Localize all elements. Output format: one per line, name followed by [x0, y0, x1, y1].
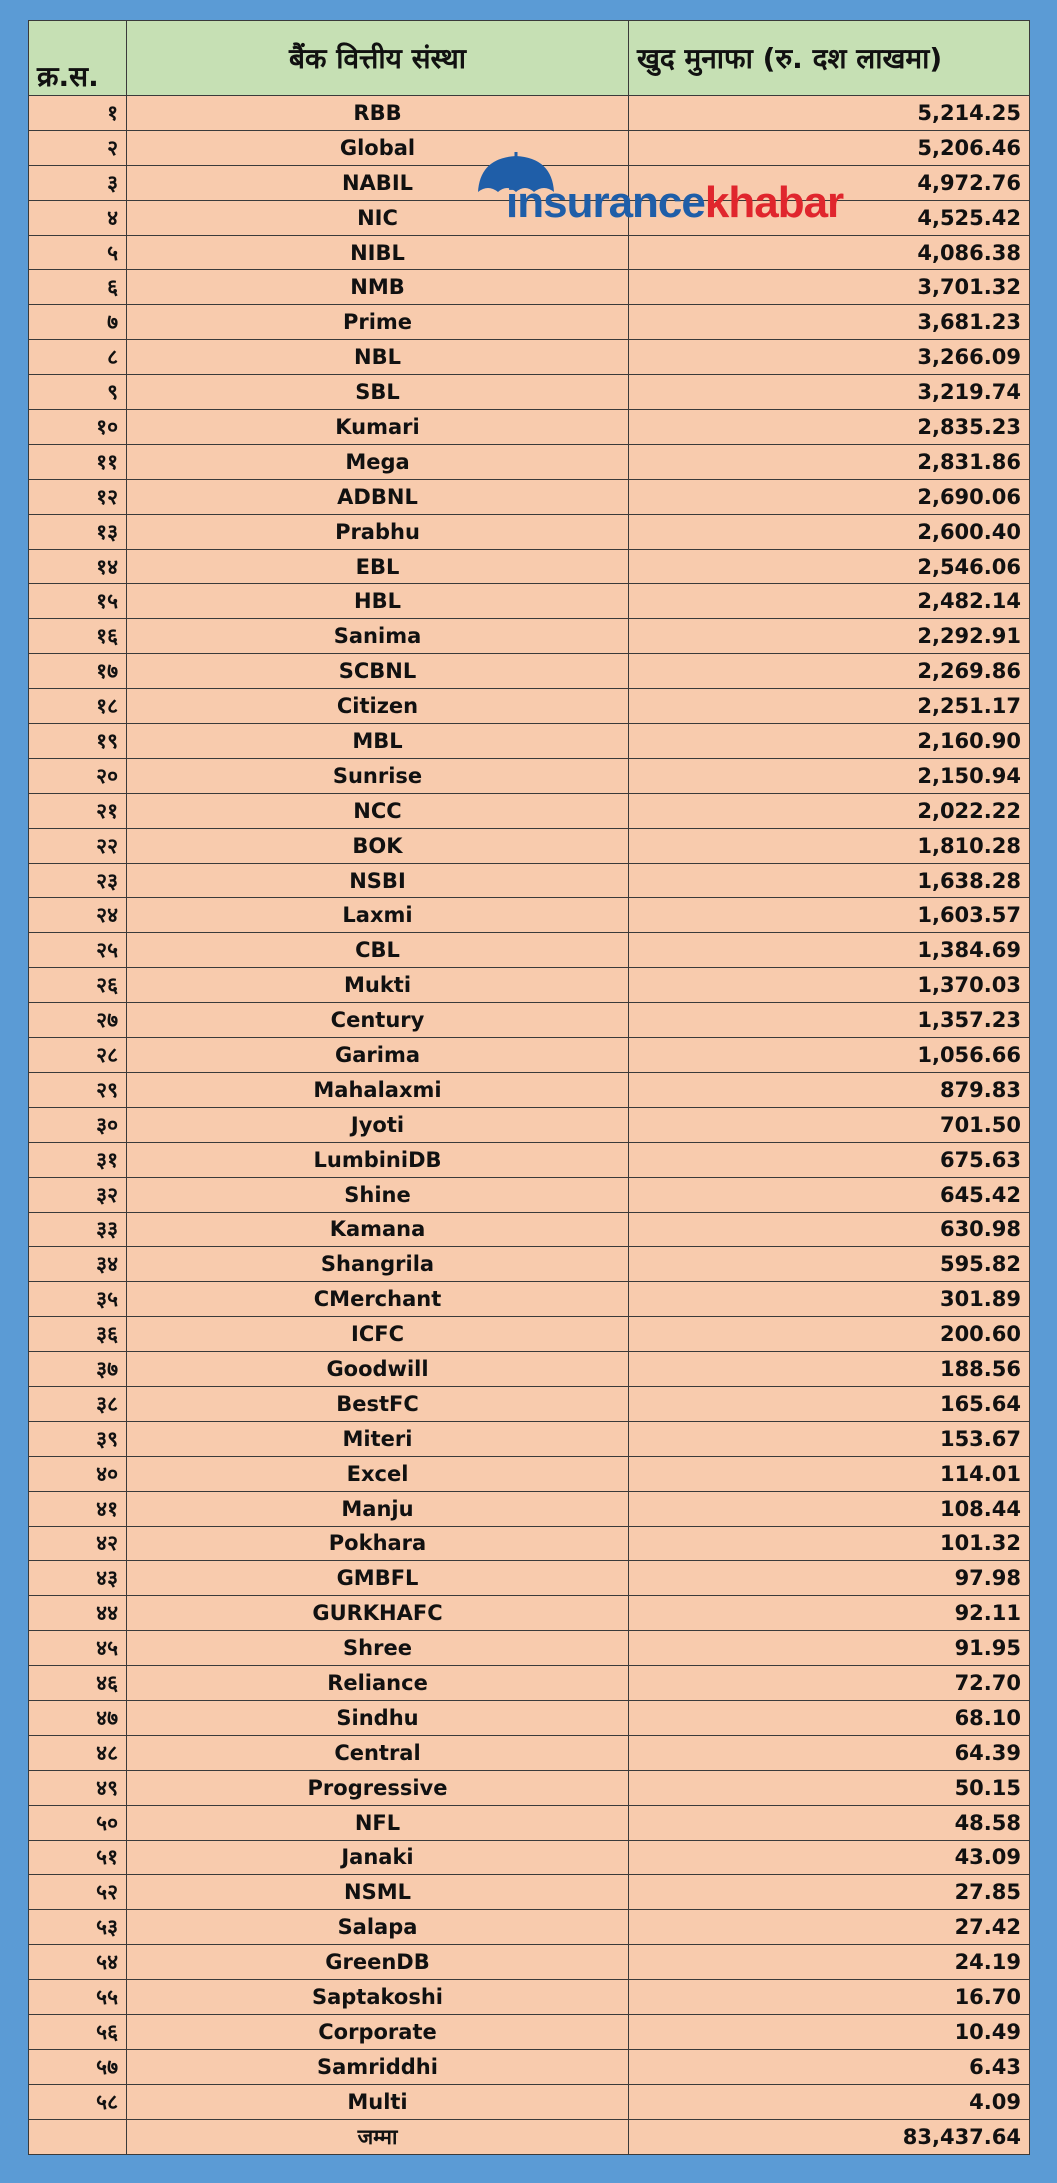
- serial-number-cell: ७: [29, 305, 127, 340]
- table-row: [29, 793, 1030, 828]
- net-profit-cell: 1,384.69: [629, 933, 1030, 968]
- institution-name-cell: Sanima: [127, 619, 629, 654]
- serial-number-cell: ४: [29, 200, 127, 235]
- net-profit-cell: 2,022.22: [629, 793, 1030, 828]
- net-profit-cell: 675.63: [629, 1142, 1030, 1177]
- net-profit-cell: 188.56: [629, 1352, 1030, 1387]
- net-profit-cell: 24.19: [629, 1945, 1030, 1980]
- table-row: [29, 968, 1030, 1003]
- institution-name-cell: BOK: [127, 828, 629, 863]
- table-row: [29, 1177, 1030, 1212]
- table-row: [29, 305, 1030, 340]
- net-profit-cell: 2,690.06: [629, 479, 1030, 514]
- table-row: [29, 1212, 1030, 1247]
- serial-number-cell: ५: [29, 235, 127, 270]
- institution-name-cell: Saptakoshi: [127, 1980, 629, 2015]
- institution-name-cell: NMB: [127, 270, 629, 305]
- table-row: [29, 479, 1030, 514]
- serial-number-cell: ३३: [29, 1212, 127, 1247]
- table-row: [29, 1770, 1030, 1805]
- institution-name-cell: Sunrise: [127, 758, 629, 793]
- net-profit-cell: 27.85: [629, 1875, 1030, 1910]
- table-row: [29, 1247, 1030, 1282]
- serial-number-cell: ११: [29, 444, 127, 479]
- table-row: [29, 1107, 1030, 1142]
- total-label: जम्मा: [127, 2119, 629, 2154]
- institution-name-cell: Manju: [127, 1491, 629, 1526]
- serial-number-cell: ६: [29, 270, 127, 305]
- serial-number-cell: १९: [29, 724, 127, 759]
- table-row: [29, 1561, 1030, 1596]
- serial-number-cell: ४४: [29, 1596, 127, 1631]
- net-profit-cell: 108.44: [629, 1491, 1030, 1526]
- net-profit-cell: 1,056.66: [629, 1038, 1030, 1073]
- table-row: [29, 1317, 1030, 1352]
- institution-name-cell: NABIL: [127, 165, 629, 200]
- net-profit-cell: 4,525.42: [629, 200, 1030, 235]
- institution-name-cell: Prime: [127, 305, 629, 340]
- serial-number-cell: ३: [29, 165, 127, 200]
- table-row: [29, 410, 1030, 445]
- serial-number-cell: ४२: [29, 1526, 127, 1561]
- net-profit-header: खुद मुनाफा (रु. दश लाखमा): [629, 21, 1030, 96]
- table-row: [29, 828, 1030, 863]
- table-row: [29, 1700, 1030, 1735]
- net-profit-cell: 1,603.57: [629, 898, 1030, 933]
- table-row: [29, 235, 1030, 270]
- table-row: [29, 2014, 1030, 2049]
- total-serial-cell: [29, 2119, 127, 2154]
- table-row: [29, 1666, 1030, 1701]
- total-row: [29, 2119, 1030, 2154]
- serial-number-cell: १०: [29, 410, 127, 445]
- serial-number-cell: २: [29, 130, 127, 165]
- table-row: [29, 270, 1030, 305]
- table-row: [29, 898, 1030, 933]
- logo-wordmark: [506, 178, 843, 228]
- table-row: [29, 1386, 1030, 1421]
- net-profit-cell: 2,269.86: [629, 654, 1030, 689]
- net-profit-cell: 72.70: [629, 1666, 1030, 1701]
- serial-number-cell: २८: [29, 1038, 127, 1073]
- institution-name-cell: NIC: [127, 200, 629, 235]
- table-row: [29, 619, 1030, 654]
- serial-number-cell: २२: [29, 828, 127, 863]
- table-row: [29, 340, 1030, 375]
- institution-name-cell: Pokhara: [127, 1526, 629, 1561]
- serial-number-cell: ५८: [29, 2084, 127, 2119]
- table-row: [29, 1142, 1030, 1177]
- net-profit-cell: 3,266.09: [629, 340, 1030, 375]
- net-profit-cell: 1,810.28: [629, 828, 1030, 863]
- institution-name-cell: Janaki: [127, 1840, 629, 1875]
- serial-number-cell: ३०: [29, 1107, 127, 1142]
- net-profit-cell: 101.32: [629, 1526, 1030, 1561]
- institution-name-cell: Jyoti: [127, 1107, 629, 1142]
- net-profit-cell: 2,292.91: [629, 619, 1030, 654]
- net-profit-cell: 2,835.23: [629, 410, 1030, 445]
- insurancekhabar-logo: [476, 152, 856, 232]
- serial-number-cell: ५७: [29, 2049, 127, 2084]
- serial-number-cell: १६: [29, 619, 127, 654]
- table-row: [29, 1631, 1030, 1666]
- institution-name-cell: Garima: [127, 1038, 629, 1073]
- serial-number-cell: ४५: [29, 1631, 127, 1666]
- institution-name-cell: NBL: [127, 340, 629, 375]
- serial-number-header: क्र.स.: [29, 21, 127, 96]
- table-row: [29, 1945, 1030, 1980]
- table-row: [29, 1526, 1030, 1561]
- table-row: [29, 375, 1030, 410]
- institution-name-cell: Mukti: [127, 968, 629, 1003]
- serial-number-cell: ३८: [29, 1386, 127, 1421]
- serial-number-cell: ९: [29, 375, 127, 410]
- net-profit-cell: 2,150.94: [629, 758, 1030, 793]
- serial-number-cell: ४९: [29, 1770, 127, 1805]
- institution-name-cell: GURKHAFC: [127, 1596, 629, 1631]
- net-profit-cell: 6.43: [629, 2049, 1030, 2084]
- net-profit-cell: 2,160.90: [629, 724, 1030, 759]
- serial-number-cell: ३९: [29, 1421, 127, 1456]
- table-row: [29, 1840, 1030, 1875]
- serial-number-cell: ३१: [29, 1142, 127, 1177]
- net-profit-cell: 153.67: [629, 1421, 1030, 1456]
- institution-name-cell: Samriddhi: [127, 2049, 629, 2084]
- table-row: [29, 2084, 1030, 2119]
- net-profit-cell: 3,219.74: [629, 375, 1030, 410]
- net-profit-cell: 68.10: [629, 1700, 1030, 1735]
- table-row: [29, 758, 1030, 793]
- net-profit-cell: 27.42: [629, 1910, 1030, 1945]
- institution-name-cell: Salapa: [127, 1910, 629, 1945]
- table-row: [29, 1491, 1030, 1526]
- table-row: [29, 1805, 1030, 1840]
- serial-number-cell: ५५: [29, 1980, 127, 2015]
- logo-text-part2: khabar: [704, 178, 844, 227]
- institution-name-cell: Global: [127, 130, 629, 165]
- net-profit-cell: 2,831.86: [629, 444, 1030, 479]
- serial-number-cell: १८: [29, 689, 127, 724]
- institution-name-cell: CMerchant: [127, 1282, 629, 1317]
- net-profit-cell: 645.42: [629, 1177, 1030, 1212]
- net-profit-cell: 91.95: [629, 1631, 1030, 1666]
- net-profit-cell: 10.49: [629, 2014, 1030, 2049]
- institution-name-cell: NSML: [127, 1875, 629, 1910]
- net-profit-cell: 1,638.28: [629, 863, 1030, 898]
- table-row: [29, 1003, 1030, 1038]
- serial-number-cell: ४०: [29, 1456, 127, 1491]
- institution-name-cell: Laxmi: [127, 898, 629, 933]
- serial-number-cell: १२: [29, 479, 127, 514]
- serial-number-cell: ४३: [29, 1561, 127, 1596]
- net-profit-table: [28, 20, 1030, 2155]
- net-profit-cell: 64.39: [629, 1735, 1030, 1770]
- serial-number-cell: २९: [29, 1072, 127, 1107]
- serial-number-cell: १५: [29, 584, 127, 619]
- net-profit-cell: 595.82: [629, 1247, 1030, 1282]
- serial-number-cell: ४८: [29, 1735, 127, 1770]
- table-row: [29, 514, 1030, 549]
- institution-name-cell: HBL: [127, 584, 629, 619]
- institution-name-cell: NSBI: [127, 863, 629, 898]
- institution-name-cell: Excel: [127, 1456, 629, 1491]
- net-profit-cell: 1,357.23: [629, 1003, 1030, 1038]
- net-profit-cell: 2,546.06: [629, 549, 1030, 584]
- serial-number-cell: ४६: [29, 1666, 127, 1701]
- profit-table-frame: [28, 20, 1029, 2163]
- institution-name-cell: Progressive: [127, 1770, 629, 1805]
- institution-name-cell: Kamana: [127, 1212, 629, 1247]
- serial-number-cell: ५४: [29, 1945, 127, 1980]
- table-row: [29, 724, 1030, 759]
- table-row: [29, 1596, 1030, 1631]
- serial-number-cell: ५२: [29, 1875, 127, 1910]
- institution-name-cell: Corporate: [127, 2014, 629, 2049]
- institution-name-cell: GMBFL: [127, 1561, 629, 1596]
- institution-name-cell: Sindhu: [127, 1700, 629, 1735]
- table-row: [29, 584, 1030, 619]
- net-profit-cell: 92.11: [629, 1596, 1030, 1631]
- total-value: 83,437.64: [629, 2119, 1030, 2154]
- logo-text-part1: insurance: [506, 178, 705, 227]
- institution-name-cell: ICFC: [127, 1317, 629, 1352]
- net-profit-cell: 5,214.25: [629, 96, 1030, 131]
- net-profit-cell: 879.83: [629, 1072, 1030, 1107]
- institution-name-cell: Central: [127, 1735, 629, 1770]
- serial-number-cell: २५: [29, 933, 127, 968]
- institution-name-cell: Shine: [127, 1177, 629, 1212]
- institution-header: बैंक वित्तीय संस्था: [127, 21, 629, 96]
- table-body: [29, 96, 1030, 2120]
- table-row: [29, 1980, 1030, 2015]
- institution-name-cell: SBL: [127, 375, 629, 410]
- institution-name-cell: Mega: [127, 444, 629, 479]
- institution-name-cell: Mahalaxmi: [127, 1072, 629, 1107]
- institution-name-cell: ADBNL: [127, 479, 629, 514]
- serial-number-cell: ३५: [29, 1282, 127, 1317]
- serial-number-cell: ५०: [29, 1805, 127, 1840]
- table-row: [29, 1456, 1030, 1491]
- serial-number-cell: ५१: [29, 1840, 127, 1875]
- institution-name-cell: Kumari: [127, 410, 629, 445]
- institution-name-cell: GreenDB: [127, 1945, 629, 1980]
- net-profit-cell: 4,086.38: [629, 235, 1030, 270]
- net-profit-cell: 1,370.03: [629, 968, 1030, 1003]
- serial-number-cell: २१: [29, 793, 127, 828]
- institution-name-cell: NFL: [127, 1805, 629, 1840]
- serial-number-cell: ३६: [29, 1317, 127, 1352]
- institution-name-cell: EBL: [127, 549, 629, 584]
- institution-name-cell: LumbiniDB: [127, 1142, 629, 1177]
- serial-number-cell: १: [29, 96, 127, 131]
- serial-number-cell: १७: [29, 654, 127, 689]
- institution-name-cell: Century: [127, 1003, 629, 1038]
- net-profit-cell: 4,972.76: [629, 165, 1030, 200]
- net-profit-cell: 200.60: [629, 1317, 1030, 1352]
- institution-name-cell: RBB: [127, 96, 629, 131]
- net-profit-cell: 701.50: [629, 1107, 1030, 1142]
- serial-number-cell: ४१: [29, 1491, 127, 1526]
- serial-number-cell: २७: [29, 1003, 127, 1038]
- net-profit-cell: 48.58: [629, 1805, 1030, 1840]
- table-row: [29, 1352, 1030, 1387]
- table-row: [29, 863, 1030, 898]
- table-row: [29, 689, 1030, 724]
- institution-name-cell: Reliance: [127, 1666, 629, 1701]
- institution-name-cell: Shangrila: [127, 1247, 629, 1282]
- table-row: [29, 1735, 1030, 1770]
- net-profit-cell: 3,681.23: [629, 305, 1030, 340]
- table-row: [29, 444, 1030, 479]
- table-row: [29, 1910, 1030, 1945]
- institution-name-cell: CBL: [127, 933, 629, 968]
- net-profit-cell: 301.89: [629, 1282, 1030, 1317]
- institution-name-cell: Shree: [127, 1631, 629, 1666]
- net-profit-cell: 5,206.46: [629, 130, 1030, 165]
- net-profit-cell: 4.09: [629, 2084, 1030, 2119]
- institution-name-cell: Prabhu: [127, 514, 629, 549]
- table-row: [29, 1875, 1030, 1910]
- table-row: [29, 654, 1030, 689]
- serial-number-cell: १४: [29, 549, 127, 584]
- net-profit-cell: 114.01: [629, 1456, 1030, 1491]
- table-row: [29, 96, 1030, 131]
- serial-number-cell: २०: [29, 758, 127, 793]
- table-row: [29, 1421, 1030, 1456]
- net-profit-cell: 630.98: [629, 1212, 1030, 1247]
- institution-name-cell: Goodwill: [127, 1352, 629, 1387]
- serial-number-cell: २३: [29, 863, 127, 898]
- net-profit-cell: 3,701.32: [629, 270, 1030, 305]
- institution-name-cell: Multi: [127, 2084, 629, 2119]
- table-row: [29, 549, 1030, 584]
- net-profit-cell: 165.64: [629, 1386, 1030, 1421]
- serial-number-cell: ३७: [29, 1352, 127, 1387]
- institution-name-cell: MBL: [127, 724, 629, 759]
- table-header-row: [29, 21, 1030, 96]
- serial-number-cell: २६: [29, 968, 127, 1003]
- serial-number-cell: ३२: [29, 1177, 127, 1212]
- table-row: [29, 1038, 1030, 1073]
- serial-number-cell: ५६: [29, 2014, 127, 2049]
- net-profit-cell: 97.98: [629, 1561, 1030, 1596]
- net-profit-cell: 2,251.17: [629, 689, 1030, 724]
- serial-number-cell: १३: [29, 514, 127, 549]
- table-row: [29, 2049, 1030, 2084]
- institution-name-cell: Miteri: [127, 1421, 629, 1456]
- institution-name-cell: NCC: [127, 793, 629, 828]
- serial-number-cell: ४७: [29, 1700, 127, 1735]
- table-row: [29, 933, 1030, 968]
- table-row: [29, 1282, 1030, 1317]
- net-profit-cell: 50.15: [629, 1770, 1030, 1805]
- net-profit-cell: 2,482.14: [629, 584, 1030, 619]
- serial-number-cell: ३४: [29, 1247, 127, 1282]
- table-row: [29, 1072, 1030, 1107]
- net-profit-cell: 2,600.40: [629, 514, 1030, 549]
- institution-name-cell: BestFC: [127, 1386, 629, 1421]
- net-profit-cell: 16.70: [629, 1980, 1030, 2015]
- institution-name-cell: Citizen: [127, 689, 629, 724]
- serial-number-cell: २४: [29, 898, 127, 933]
- institution-name-cell: NIBL: [127, 235, 629, 270]
- serial-number-cell: ८: [29, 340, 127, 375]
- serial-number-cell: ५३: [29, 1910, 127, 1945]
- institution-name-cell: SCBNL: [127, 654, 629, 689]
- net-profit-cell: 43.09: [629, 1840, 1030, 1875]
